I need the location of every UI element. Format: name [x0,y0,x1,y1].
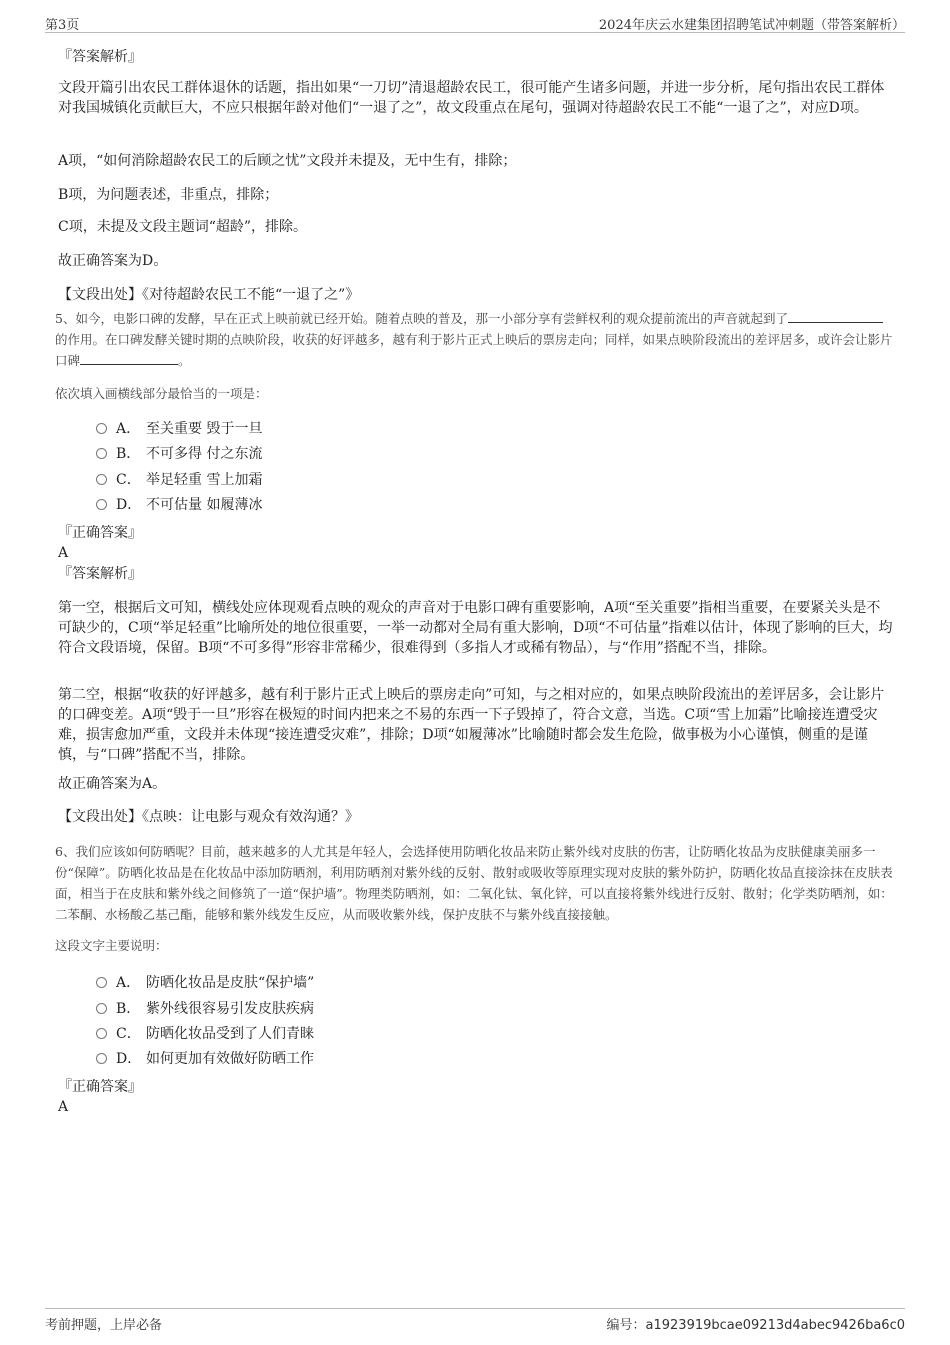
analysis-label: 『答案解析』 [58,566,142,582]
radio-icon[interactable] [96,977,107,988]
analysis-paragraph-1: 第一空，根据后文可知，横线处应体现观看点映的观众的声音对于电影口碑有重要影响，A项“至关重要”指相当重要，在要紧关头是不可缺少的，C项“举足轻重”比喻所处的地位很重要，一举一动都对全局有重大影响，D项“不可估量”指难以估计，体现了影响的巨大，均符合文段语境，保留。B项“不可多得”形容非常稀少，很难得到（多指人才或稀有物品），与“作用”搭配不当，排除。 [58,600,893,656]
document-code: 编号：a1923919bcae09213d4abec9426ba6c0 [606,1318,905,1333]
analysis-option-a: A项，“如何消除超龄农民工的后顾之忧”文段并未提及，无中生有，排除； [58,153,517,169]
fill-blank-2 [80,352,178,365]
question-5-text: 5、如今，电影口碑的发酵，早在正式上映前就已经开始。随着点映的普及，那一小部分享有尝鲜权利的观众提前流出的声音就起到了的作用。在口碑发酵关键时期的点映阶段，收获的好评越多，越有利于影片正式上映后的票房走向；同样，如果点映阶段流出的差评居多，或许会让影片口碑 。 [55,311,893,368]
radio-icon[interactable] [96,448,107,459]
analysis-conclusion: 故正确答案为D。 [58,253,168,269]
radio-icon[interactable] [96,499,107,510]
analysis-paragraph: 文段开篇引出农民工群体退休的话题，指出如果“一刀切”清退超龄农民工，很可能产生诸多问题，并进一步分析，尾句指出农民工群体对我国城镇化贡献巨大，不应只根据年龄对他们“一退了之”，故文段重点在尾句，强调对待超龄农民工不能“一退了之”，对应D项。 [58,80,885,116]
radio-icon[interactable] [96,1053,107,1064]
page-number: 第3页 [45,18,80,33]
analysis-conclusion: 故正确答案为A。 [58,776,167,792]
question-5-prompt: 依次填入画横线部分最恰当的一项是： [55,386,268,401]
correct-answer-label: 『正确答案』 [58,525,142,541]
correct-answer: A [58,545,69,561]
radio-icon[interactable] [96,474,107,485]
radio-icon[interactable] [96,1028,107,1039]
question-6-prompt: 这段文字主要说明： [55,938,168,953]
correct-answer: A [58,1099,69,1115]
page-header [45,10,905,33]
radio-icon[interactable] [96,1003,107,1014]
q5-option-d[interactable]: D． 不可估量 如履薄冰 [96,495,262,515]
document-title: 2024年庆云水建集团招聘笔试冲刺题（带答案解析） [598,18,905,33]
passage-source: 【文段出处】《点映：让电影与观众有效沟通？》 [58,809,359,825]
q5-option-a[interactable]: A． 至关重要 毁于一旦 [96,419,262,439]
analysis-option-b: B项，为问题表述，非重点，排除； [58,187,279,203]
analysis-paragraph-2: 第二空，根据“收获的好评越多，越有利于影片正式上映后的票房走向”可知，与之相对应的，如果点映阶段流出的差评居多，会让影片的口碑变差。A项“毁于一旦”形容在极短的时间内把来之不易的东西一下子毁掉了，符合文意，当选。C项“雪上加霜”比喻接连遭受灾难，损害愈加严重，文段并未体现“接连遭受灾难”，排除；D项“如履薄冰”比喻随时都会发生危险，做事极为小心谨慎，侧重的是谨慎，与“口碑”搭配不当，排除。 [58,687,885,763]
q6-option-c[interactable]: C． 防晒化妆品受到了人们青睐 [96,1024,314,1044]
page-footer [45,1308,905,1331]
q5-option-c[interactable]: C． 举足轻重 雪上加霜 [96,470,262,490]
correct-answer-label: 『正确答案』 [58,1079,142,1095]
q6-option-d[interactable]: D． 如何更加有效做好防晒工作 [96,1049,314,1069]
question-6-text: 6、我们应该如何防晒呢？目前，越来越多的人尤其是年轻人，会选择使用防晒化妆品来防止紫外线对皮肤的伤害，让防晒化妆品为皮肤健康美丽多一份“保障”。防晒化妆品是在化妆品中添加防晒剂，利用防晒剂对紫外线的反射、散射或吸收等原理实现对皮肤的紫外防护，防晒化妆品直接涂抹在皮肤表面，相当于在皮肤和紫外线之间修筑了一道“保护墙”。物理类防晒剂，如：二氧化钛、氧化锌，可以直接将紫外线进行反射、散射；化学类防晒剂，如：二苯酮、水杨酸乙基己酯，能够和紫外线发生反应，从而吸收紫外线，保护皮肤不与紫外线直接接触。 [55,844,893,922]
q6-option-a[interactable]: A． 防晒化妆品是皮肤“保护墙” [96,973,314,993]
passage-source: 【文段出处】《对待超龄农民工不能“一退了之”》 [58,287,360,303]
fill-blank-1 [788,310,883,323]
footer-slogan: 考前押题，上岸必备 [45,1318,163,1333]
radio-icon[interactable] [96,423,107,434]
q5-option-b[interactable]: B． 不可多得 付之东流 [96,444,262,464]
analysis-label: 『答案解析』 [58,49,142,65]
analysis-option-c: C项，未提及文段主题词“超龄”，排除。 [58,219,308,235]
q6-option-b[interactable]: B． 紫外线很容易引发皮肤疾病 [96,999,314,1019]
